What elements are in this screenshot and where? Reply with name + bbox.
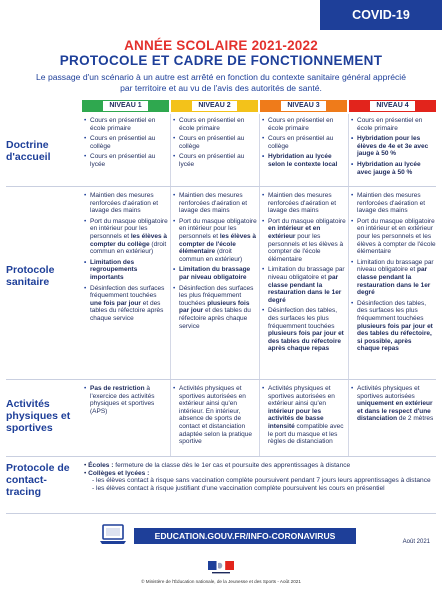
level-2-header	[171, 100, 258, 112]
level-2-label: NIVEAU 2	[192, 101, 236, 111]
info-coronavirus-link[interactable]: EDUCATION.GOUV.FR/INFO-CORONAVIRUS	[134, 528, 356, 544]
doctrine-level-4	[351, 117, 436, 179]
list-item: • Désinfection des surfaces fréquemment touchées une fois par jour et des tables du réfectoire après chaque service	[84, 285, 168, 323]
list-item: • Cours en présentiel au lycée	[173, 153, 257, 168]
level-3-label: NIVEAU 3	[281, 101, 325, 111]
activites-level-2	[173, 385, 257, 449]
list-item: • Port du masque obligatoire en intérieur pour les personnels et les élèves à compter du collège (droit commun en extérieur)	[84, 218, 168, 256]
list-item: • Maintien des mesures renforcées d'aération et lavage des mains	[351, 192, 436, 215]
activites-level-1	[84, 385, 168, 418]
row-divider	[6, 513, 436, 514]
level-4-label: NIVEAU 4	[370, 101, 414, 111]
list-item: • Limitation du brassage par niveau obligatoire et par classe pendant la restauration dans le 1er degré	[262, 266, 346, 304]
level-1-header	[82, 100, 169, 112]
list-item: • Cours en présentiel en école primaire	[173, 117, 257, 132]
list-item: • Cours en présentiel en école primaire	[262, 117, 346, 132]
activites-level-3	[262, 385, 346, 449]
marianne-logo-icon	[208, 561, 234, 575]
list-item: • Cours en présentiel au lycée	[84, 153, 168, 168]
row-divider	[6, 186, 436, 187]
covid-badge: COVID-19	[320, 0, 442, 30]
list-item: • Port du masque obligatoire en intérieur pour les personnels et les élèves à compter de l'école élémentaire (droit commun en extérieur)	[173, 218, 257, 264]
copyright: © Ministère de l'Éducation nationale, de la Jeunesse et des Sports - Août 2021	[141, 579, 301, 584]
title-year: ANNÉE SCOLAIRE 2021-2022	[124, 38, 318, 53]
level-3-header	[260, 100, 347, 112]
doctrine-level-1	[84, 117, 168, 172]
row-divider	[6, 379, 436, 380]
list-item: • Cours en présentiel au collège	[173, 135, 257, 150]
list-item: • Activités physiques et sportives autorisées uniquement en extérieur et dans le respect d'une distanciation de 2 mètres	[351, 385, 436, 423]
column-divider	[259, 114, 260, 456]
level-4-header	[349, 100, 436, 112]
list-item: • Hybridation au lycée selon le contexte local	[262, 153, 346, 168]
list-item: • Désinfection des surfaces les plus fréquemment touchées plusieurs fois par jour et des tables du réfectoire après chaque service	[173, 285, 257, 331]
row-divider	[6, 456, 436, 457]
list-item: - les élèves contact à risque sans vaccination complète poursuivent pendant 7 jours leurs apprentissages à distance	[92, 477, 431, 485]
list-item: • Limitation des regroupements importants	[84, 259, 168, 282]
list-item: • Cours en présentiel au collège	[262, 135, 346, 150]
list-item: • Activités physiques et sportives autorisées en extérieur ainsi qu'en intérieur pour les activités de basse intensité compatible avec le port du masque et les règles de distanciation	[262, 385, 346, 446]
list-item: • Hybridation pour les élèves de 4e et 3e avec jauge à 50 %	[351, 135, 436, 158]
list-item: • Cours en présentiel en école primaire	[351, 117, 436, 132]
protocole-level-3	[262, 192, 346, 356]
list-item: • Activités physiques et sportives autorisées en extérieur ainsi qu'en intérieur. En intérieur, absence de sports de contact et distanciation adaptée selon la pratique sportive	[173, 385, 257, 446]
intro-text: Le passage d'un scénario à un autre est arrêté en fonction du contexte sanitaire général apprécié par territoire et au vu de l'avis des autorités de santé.	[36, 72, 406, 93]
protocole-level-4	[351, 192, 436, 356]
list-item: • Limitation du brassage par niveau obligatoire	[173, 266, 257, 281]
page-title: PROTOCOLE ET CADRE DE FONCTIONNEMENT	[59, 53, 383, 68]
list-item: • Port du masque obligatoire en intérieur et en extérieur pour les personnels et les élèves à compter de l'école élémentaire	[351, 218, 436, 256]
list-item: - les élèves contact à risque justifiant d'une vaccination complète poursuivent les cours en présentiel	[92, 484, 385, 492]
protocole-level-1	[84, 192, 168, 326]
row-label-contact: Protocole de contact-tracing	[6, 462, 70, 498]
list-item: • Limitation du brassage par niveau obligatoire et par classe pendant la restauration dans le 1er degré	[351, 259, 436, 297]
laptop-icon	[98, 523, 128, 547]
list-item: • Maintien des mesures renforcées d'aération et lavage des mains	[84, 192, 168, 215]
column-divider	[348, 114, 349, 456]
list-item: • Maintien des mesures renforcées d'aération et lavage des mains	[173, 192, 257, 215]
list-item: • Cours en présentiel au collège	[84, 135, 168, 150]
contact-tracing-text	[84, 462, 436, 492]
row-label-doctrine: Doctrine d'accueil	[6, 139, 51, 163]
doctrine-level-2	[173, 117, 257, 172]
row-label-protocole: Protocole sanitaire	[6, 264, 55, 288]
list-item: • Pas de restriction à l'exercice des activités physiques et sportives (APS)	[84, 385, 168, 415]
column-divider	[170, 114, 171, 456]
list-item: • Désinfection des tables, des surfaces les plus fréquemment touchées plusieurs fois par jour et des tables du réfectoire après chaque repas	[262, 307, 346, 353]
protocole-level-2	[173, 192, 257, 333]
doctrine-level-3	[262, 117, 346, 172]
list-item: • Désinfection des tables, des surfaces les plus fréquemment touchées plusieurs fois par jour et des tables du réfectoire, si possible, après chaque repas	[351, 300, 436, 353]
row-label-activites: Activités physiques et sportives	[6, 398, 71, 434]
list-item: • Collèges et lycées :	[84, 469, 150, 477]
date-label: Août 2021	[402, 539, 430, 545]
activites-level-4	[351, 385, 436, 426]
list-item: • Écoles : fermeture de la classe dès le 1er cas et poursuite des apprentissages à distance	[84, 462, 351, 469]
list-item: • Port du masque obligatoire en intérieur et en extérieur pour les personnels et les élèves à compter de l'école élémentaire	[262, 218, 346, 264]
list-item: • Cours en présentiel en école primaire	[84, 117, 168, 132]
list-item: • Hybridation au lycée avec jauge à 50 %	[351, 161, 436, 176]
level-1-label: NIVEAU 1	[103, 101, 147, 111]
list-item: • Maintien des mesures renforcées d'aération et lavage des mains	[262, 192, 346, 215]
